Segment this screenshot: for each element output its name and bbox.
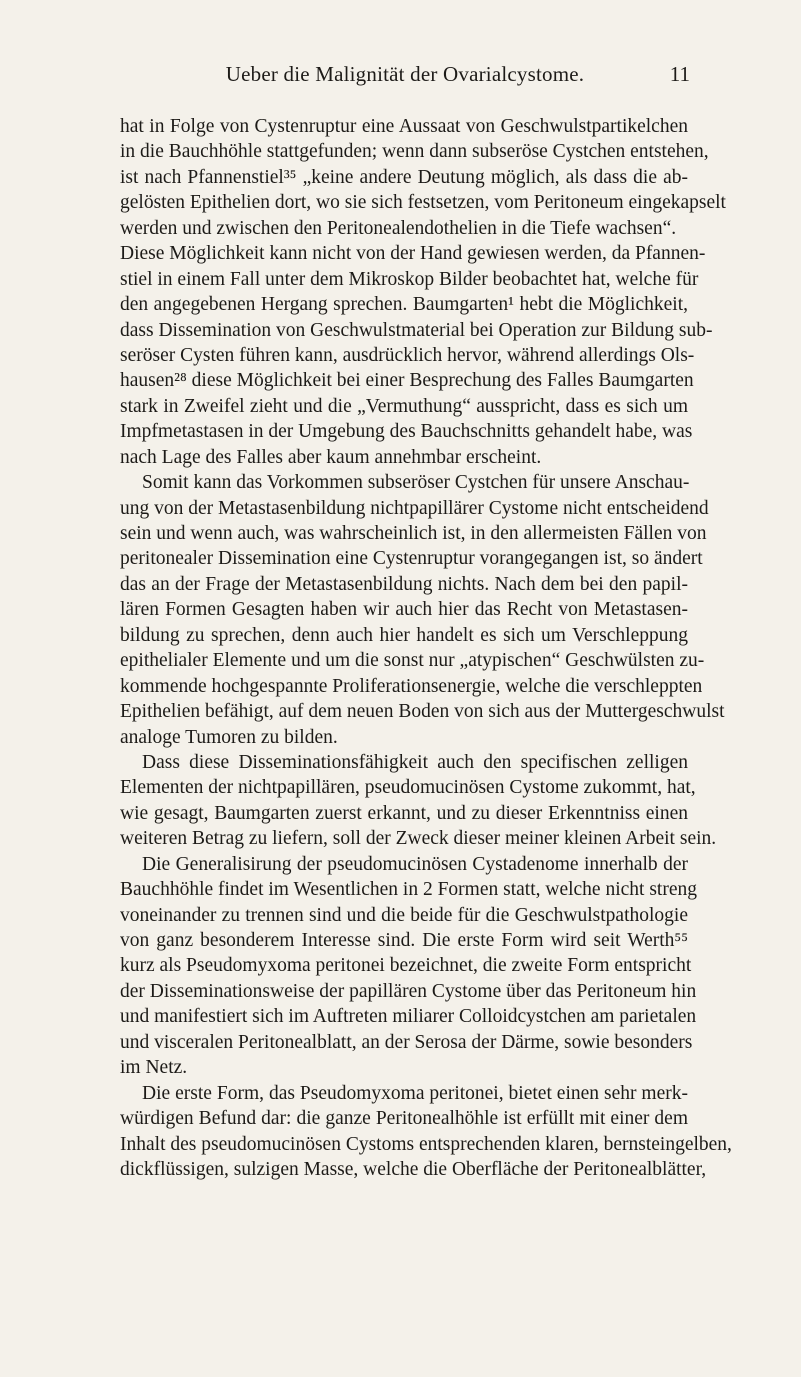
page-header <box>120 62 690 90</box>
text-line: stiel in einem Fall unter dem Mikroskop Bilder beobachtet hat, welche für <box>120 268 699 290</box>
text-line: voneinander zu trennen sind und die beide für die Geschwulstpathologie <box>120 904 688 926</box>
text-line: sein und wenn auch, was wahrscheinlich ist, in den allermeisten Fällen von <box>120 523 707 544</box>
text-line: von ganz besonderem Interesse sind. Die erste Form wird seit Werth⁵⁵ <box>120 930 688 951</box>
text-line: Inhalt des pseudomucinösen Cystoms entsprechenden klaren, bernsteingelben, <box>120 1133 732 1155</box>
text-line: analoge Tumoren zu bilden. <box>120 726 338 748</box>
text-line: weiteren Betrag zu liefern, soll der Zweck dieser meiner kleinen Arbeit sein. <box>120 828 717 850</box>
running-title: Ueber die Malignität der Ovarialcystome. <box>225 62 585 86</box>
text-line: stark in Zweifel zieht und die „Vermuthung“ ausspricht, dass es sich um <box>120 395 688 417</box>
text-line: ung von der Metastasenbildung nichtpapillärer Cystome nicht entscheidend <box>120 497 709 519</box>
text-line: werden und zwischen den Peritonealendothelien in die Tiefe wachsen“. <box>120 217 677 239</box>
text-line: würdigen Befund dar: die ganze Peritonealhöhle ist erfüllt mit einer dem <box>120 1108 688 1130</box>
text-line: ist nach Pfannenstiel³⁵ „keine andere Deutung möglich, als dass die ab- <box>120 166 688 188</box>
text-line: peritonealer Dissemination eine Cystenruptur vorangegangen ist, so ändert <box>120 548 703 570</box>
text-line: Diese Möglichkeit kann nicht von der Hand gewiesen werden, da Pfannen- <box>120 243 706 265</box>
text-line: hausen²⁸ diese Möglichkeit bei einer Besprechung des Falles Baumgarten <box>120 370 694 392</box>
text-line: epithelialer Elemente und um die sonst nur „atypischen“ Geschwülsten zu- <box>120 650 705 672</box>
text-line: Impfmetastasen in der Umgebung des Bauchschnitts gehandelt habe, was <box>120 421 693 443</box>
text-line: dickflüssigen, sulzigen Masse, welche die Oberfläche der Peritonealblätter, <box>120 1158 707 1180</box>
text-line: Bauchhöhle findet im Wesentlichen in 2 Formen statt, welche nicht streng <box>120 879 697 901</box>
text-line: das an der Frage der Metastasenbildung nichts. Nach dem bei den papil- <box>120 573 688 595</box>
text-line: kommende hochgespannte Proliferationsenergie, welche die verschleppten <box>120 675 703 697</box>
text-line: nach Lage des Falles aber kaum annehmbar erscheint. <box>120 446 542 468</box>
text-line: und manifestiert sich im Auftreten miliarer Colloidcystchen am parietalen <box>120 1006 697 1028</box>
text-line: Dass diese Disseminationsfähigkeit auch den specifischen zelligen <box>142 751 688 773</box>
text-line: wie gesagt, Baumgarten zuerst erkannt, und zu dieser Erkenntniss einen <box>120 802 688 824</box>
text-line: seröser Cysten führen kann, ausdrücklich hervor, während allerdings Ols- <box>120 344 695 366</box>
text-line: hat in Folge von Cystenruptur eine Aussaat von Geschwulstpartikelchen <box>120 116 688 137</box>
text-line: Epithelien befähigt, auf dem neuen Boden von sich aus der Muttergeschwulst <box>120 701 725 723</box>
text-line: im Netz. <box>120 1057 188 1079</box>
text-line: kurz als Pseudomyxoma peritonei bezeichnet, die zweite Form entspricht <box>120 955 692 977</box>
text-line: in die Bauchhöhle stattgefunden; wenn dann subseröse Cystchen entstehen, <box>120 141 709 163</box>
text-line: Die erste Form, das Pseudomyxoma peritonei, bietet einen sehr merk- <box>142 1082 688 1104</box>
text-line: Elementen der nichtpapillären, pseudomucinösen Cystome zukommt, hat, <box>120 777 696 799</box>
body-text <box>120 114 732 1182</box>
text-line: der Disseminationsweise der papillären Cystome über das Peritoneum hin <box>120 980 697 1002</box>
text-line: dass Dissemination von Geschwulstmaterial bei Operation zur Bildung sub- <box>120 319 713 341</box>
text-line: bildung zu sprechen, denn auch hier handelt es sich um Verschleppung <box>120 624 688 646</box>
text-line: den angegebenen Hergang sprechen. Baumgarten¹ hebt die Möglichkeit, <box>120 294 688 316</box>
text-line: Die Generalisirung der pseudomucinösen Cystadenome innerhalb der <box>142 853 688 875</box>
text-line: und visceralen Peritonealblatt, an der Serosa der Därme, sowie besonders <box>120 1031 693 1053</box>
text-line: gelösten Epithelien dort, wo sie sich festsetzen, vom Peritoneum eingekapselt <box>120 192 726 214</box>
text-line: lären Formen Gesagten haben wir auch hier das Recht von Metastasen- <box>120 599 688 621</box>
text-line: Somit kann das Vorkommen subseröser Cystchen für unsere Anschau- <box>142 472 690 494</box>
page-number: 11 <box>669 62 690 86</box>
